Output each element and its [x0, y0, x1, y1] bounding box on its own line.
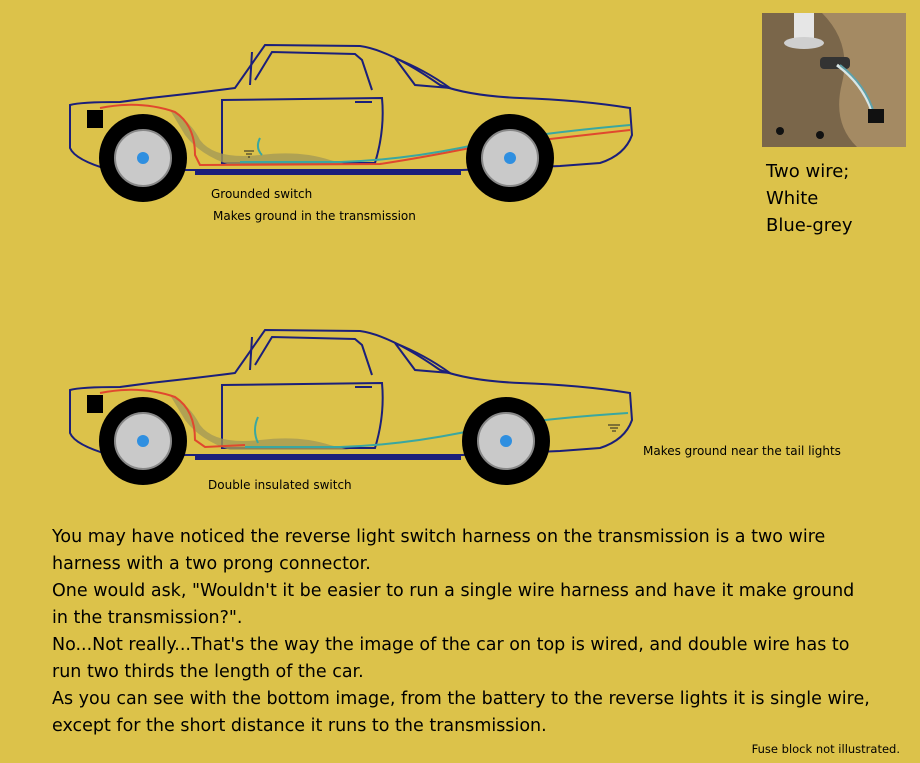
front-wheel: [99, 397, 187, 485]
paragraph-1: You may have noticed the reverse light switch harness on the transmission is a two wire harness with a two prong connector.: [52, 527, 826, 574]
top-switch-label: Grounded switch: [211, 187, 313, 201]
footnote: Fuse block not illustrated.: [751, 742, 900, 756]
caption-line-1: Two wire;: [766, 161, 850, 182]
paragraph-3: No...Not really...That's the way the image of the car on top is wired, and double wire has to run two thirds the length of the car.: [52, 635, 850, 682]
explanation-text: [52, 524, 872, 740]
battery-icon: [87, 395, 103, 413]
paragraph-4: As you can see with the bottom image, from the battery to the reverse lights it is single wire, except for the short distance it runs to the transmission.: [52, 689, 870, 736]
front-wheel: [99, 114, 187, 202]
switch-connector-photo: [762, 13, 906, 147]
bottom-car-diagram: [0, 315, 640, 525]
top-ground-label: Makes ground in the transmission: [213, 209, 416, 223]
bottom-switch-label: Double insulated switch: [208, 478, 352, 492]
photo-caption: [766, 158, 852, 239]
ground-symbol-icon: [608, 425, 620, 431]
transmission-shadow: [170, 110, 350, 165]
bottom-ground-label: Makes ground near the tail lights: [643, 444, 841, 458]
rocker-panel: [195, 455, 461, 460]
paragraph-2: One would ask, "Wouldn't it be easier to run a single wire harness and have it make ground in the transmission?".: [52, 581, 855, 628]
rear-wheel: [462, 397, 550, 485]
rear-wheel: [466, 114, 554, 202]
rocker-panel: [195, 170, 461, 175]
caption-line-3: Blue-grey: [766, 215, 853, 236]
caption-line-2: White: [766, 188, 819, 209]
battery-icon: [87, 110, 103, 128]
